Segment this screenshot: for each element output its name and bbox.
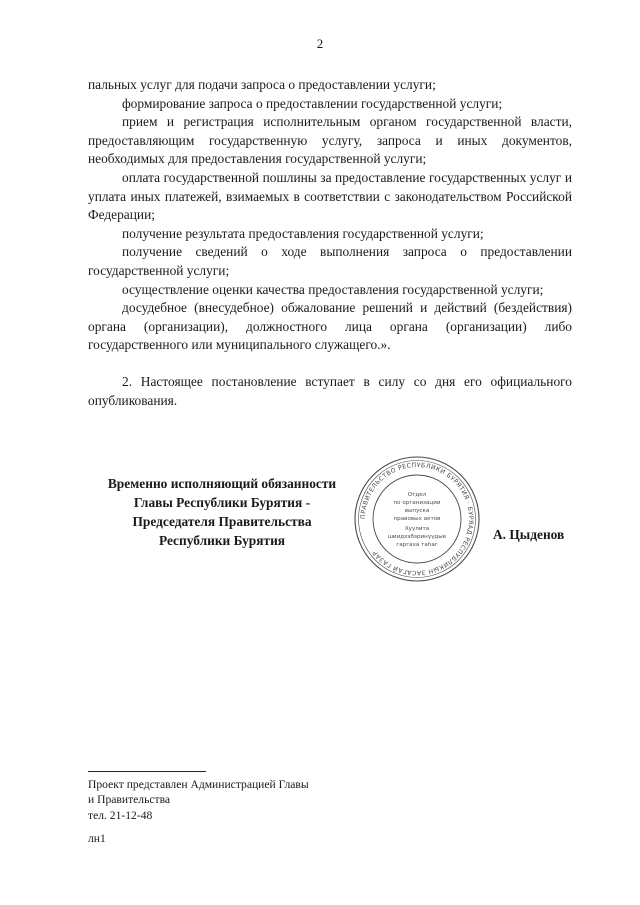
footnote-line: тел. 21-12-48	[88, 808, 153, 822]
paragraph-appeal: досудебное (внесудебное) обжалование решений и действий (бездействия) органа (организации), должностного лица органа (организации) либо государственного или муниципального служащего.».	[88, 300, 572, 353]
seal-center-text: выпуска	[404, 508, 430, 514]
document-body	[88, 76, 572, 410]
footnote-divider	[88, 771, 206, 772]
paragraph-continuation: пальных услуг для подачи запроса о предоставлении услуги;	[88, 77, 436, 92]
paragraph-quality-assessment: осуществление оценки качества предоставления государственной услуги;	[122, 281, 544, 297]
signature-title-line: Председателя Правительства	[132, 514, 312, 529]
seal-center-text: шиидхэбэринүүдые	[387, 534, 447, 540]
paragraph-result-receipt: получение результата предоставления государственной услуги;	[122, 225, 484, 241]
signature-title	[82, 474, 362, 550]
paragraph-duty-payment: оплата государственной пошлины за предоставление государственных услуг и уплата иных платежей, взимаемых в соответствии с законодательством Российской Федерации;	[88, 169, 572, 223]
footnote	[88, 777, 388, 847]
signature-title-line: Республики Бурятия	[158, 533, 286, 548]
seal-ring-text: ПРАВИТЕЛЬСТВО РЕСПУБЛИКИ БУРЯТИЯ · БУРЯАД РЕСПУБЛИКЫН ЗАСАГАЙ ГАЗАР	[359, 461, 475, 577]
paragraph-request-registration: прием и регистрация исполнительным органом государственной власти, предоставляющим государственную услугу, запроса и иных документов, необходимых для предоставления государственной услуги;	[88, 114, 572, 167]
page-number: 2	[316, 36, 324, 51]
seal-center-text: гаргаха таһаг	[396, 542, 438, 548]
footnote-line: и Правительства	[88, 793, 171, 807]
seal-center-text: правовых актов	[393, 516, 441, 522]
seal-center-text: Отдел	[407, 492, 427, 498]
official-seal-stamp	[352, 454, 482, 584]
seal-center-text: Хуулита	[404, 526, 430, 532]
seal-center-text: по организации	[393, 500, 441, 506]
paragraph-entry-into-force: 2. Настоящее постановление вступает в силу со дня его официального опубликования.	[88, 373, 572, 408]
document-code: лн1	[88, 832, 106, 846]
paragraph-progress-info: получение сведений о ходе выполнения запроса о предоставлении государственной услуги;	[88, 244, 572, 278]
signature-title-line: Временно исполняющий обязанности	[107, 476, 337, 491]
signer-name: А. Цыденов	[493, 527, 565, 542]
paragraph-request-forming: формирование запроса о предоставлении государственной услуги;	[122, 95, 503, 111]
footnote-line: Проект представлен Администрацией Главы	[88, 778, 309, 791]
signature-title-line: Главы Республики Бурятия -	[133, 495, 311, 510]
